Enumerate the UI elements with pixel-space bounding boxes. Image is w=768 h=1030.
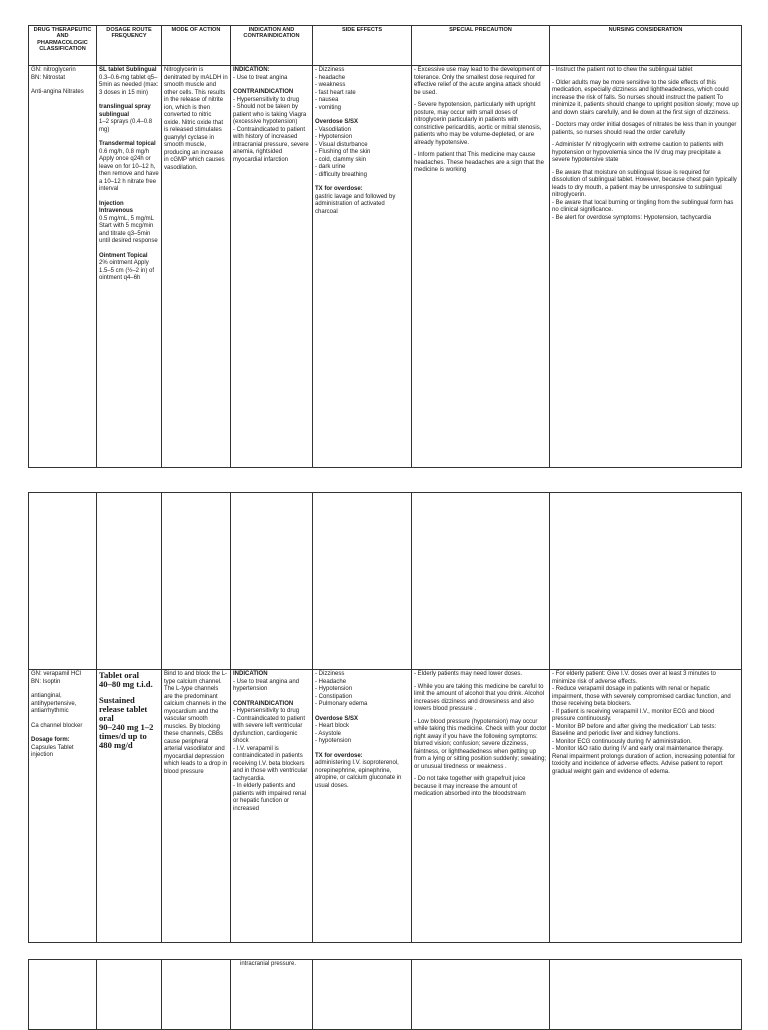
- list-item: - cold, clammy skin: [315, 157, 409, 165]
- overdose-treatment-title: TX for overdose:: [315, 752, 363, 759]
- list-item: - Be aware that moisture on sublingual tissue is required for dissolution of sublingual tablet. However, because chest pain typically leads to dry mouth, a patient may be unresponsive to sublingual nitroglycerin.: [552, 170, 739, 200]
- dosage-tablet-title: Tablet oral: [99, 670, 140, 680]
- header-dosage: DOSAGE ROUTE FREQUENCY: [97, 26, 162, 66]
- drug-classification: antianginal, antihypertensive, antiarrhythmic: [31, 693, 77, 714]
- list-item: - Use to treat angina: [233, 75, 310, 83]
- drug-cell: [29, 670, 97, 943]
- drug-table-continuation: [28, 959, 742, 1030]
- mode-of-action-cell: Bind to and block the L-type calcium channel. The L-type channels are the predominant calcium channels in the myocardium and the vascular smooth muscles. By blocking these channels, CBBs cause peripheral arterial vasodilator and myocardial depression which leads to a drop in blood pressure: [162, 670, 231, 943]
- list-item: - Vasodilation: [315, 127, 409, 135]
- list-item: - Elderly patients may need lower doses.: [414, 671, 547, 679]
- overdose-treatment-text: administering I.V. isoproterenol, norepinephrine, epinephrine, atropine, or calcium gluconate in usual doses.: [315, 760, 402, 789]
- header-indication: INDICATION AND CONTRAINDICATION: [231, 26, 313, 66]
- list-item: - Contraindicated to patient with history of increased intracranial pressure, severe anemia, rightsided myocardial infarction: [233, 127, 310, 165]
- header-mode-of-action: MODE OF ACTION: [162, 26, 231, 66]
- dosage-ointment-text: 2% ointment Apply 1.5–5 cm (½–2 in) of ointment q4–6h: [99, 260, 155, 281]
- contraindication-title: CONTRAINDICATION: [233, 89, 294, 95]
- list-item: - Older adults may be more sensitive to the side effects of this medication, especially dizziness and lightheadedness, which could increase the risk of falls. So nurses should instruct the patient To minimize it, patients should change to upright position slowly; move up and down stairs carefully, and lie down at the first sign of dizziness.: [552, 80, 739, 118]
- list-item: - hypotension: [315, 738, 409, 746]
- table-row: [29, 960, 742, 1030]
- indication-cell: [231, 66, 313, 468]
- indication-title: INDICATION:: [233, 67, 270, 73]
- dosage-form-title: Dosage form:: [31, 737, 70, 743]
- list-item: - Low blood pressure (hypotension) may occur while taking this medicine. Check with your doctor right away if you have the following symptoms: blurred vision; confusion; severe dizziness, faintness, or lightheadedness when getting up from a lying or sitting position suddenly; sweating; or unusual tiredness or weakness .: [414, 719, 547, 772]
- list-item: - Reduce verapamil dosage in patients with renal or hepatic impairment, those with severely compromised cardiac function, and those receiving beta blockers.: [552, 686, 739, 709]
- list-item: - fast heart rate: [315, 90, 409, 98]
- list-item: - Hypotension: [315, 686, 409, 694]
- indication-cell: [231, 670, 313, 943]
- dosage-transdermal-text: 0.6 mg/h, 0.8 mg/h Apply once q24h or leave on for 10–12 h, then remove and have a 10–12 h nitrate free interval: [99, 148, 159, 192]
- list-item: - Monitor BP before and after giving the medication' Lab tests: Baseline and periodic liver and kidney functions.: [552, 724, 739, 739]
- list-item: - Monitor ECG continuously during IV administration.: [552, 739, 739, 747]
- brand-name: BN: Isoptin: [31, 678, 61, 685]
- list-item: - weakness: [315, 82, 409, 90]
- list-item: - difficulty breathing: [315, 172, 409, 180]
- dosage-sl-text: 0.3–0.6-mg tablet q5–5min as needed (max: 3 doses in 15 min): [99, 74, 159, 96]
- contraindication-title: CONTRAINDICATION: [233, 700, 294, 707]
- empty-cell: [412, 493, 550, 670]
- header-drug: DRUG THERAPEUTIC AND PHARMACOLOGIC CLASSIFICATION: [29, 26, 97, 66]
- list-item: - Dizziness: [315, 67, 409, 75]
- empty-cell: [313, 960, 412, 1030]
- header-side-effects: SIDE EFFECTS: [313, 26, 412, 66]
- special-precaution-cell: [412, 66, 550, 468]
- list-item: - Doctors may order initial dosages of nitrates be less than in younger patients, so nurses should read the order carefully: [552, 122, 739, 137]
- table-row: [29, 66, 742, 468]
- list-item: - Excessive use may lead to the development of tolerance. Only the smallest dose required for effective relief of the acute angina attack should be used.: [414, 67, 547, 97]
- contraindication-continued: intracranial pressure.: [240, 961, 297, 967]
- empty-cell: [313, 493, 412, 670]
- list-item: - Hypotension: [315, 134, 409, 142]
- list-item: - Administer IV nitroglycerin with extreme caution to patients with hypotension or hypovolemia since the IV drug may precipitate a severe hypotensive state: [552, 142, 739, 165]
- list-item: - I.V. verapamil is contraindicated in patients receiving I.V. beta blockers and in those with ventricular tachycardia.: [233, 746, 310, 784]
- overdose-treatment-text: gastric lavage and followed by administration of activated charcoal: [315, 193, 396, 215]
- table-row: [29, 670, 742, 943]
- dosage-sl-title: SL tablet Sublingual: [99, 67, 157, 73]
- list-item: - Flushing of the skin: [315, 149, 409, 157]
- overdose-treatment-title: TX for overdose:: [315, 186, 363, 192]
- empty-cell: [97, 960, 162, 1030]
- list-item: - Use to treat angina and hypertension: [233, 679, 310, 694]
- list-item: - Contraindicated to patient with severe left ventricular dysfunction, cardiogenic shock: [233, 716, 310, 746]
- overdose-title: Overdose S/SX: [315, 715, 359, 722]
- list-item: - Visual disturbance: [315, 142, 409, 150]
- list-item: - dark urine: [315, 164, 409, 172]
- list-item: - Heart block: [315, 723, 409, 731]
- dosage-cell: [97, 670, 162, 943]
- empty-cell: [550, 960, 742, 1030]
- list-item: - Asystole: [315, 731, 409, 739]
- list-item: - Inform patient that This medicine may cause headaches. These headaches are a sign that the medicine is working: [414, 152, 547, 175]
- list-item: - Monitor I&O ratio during IV and early oral maintenance therapy. Renal impairment prolongs duration of action, increasing potential for toxicity and incidence of adverse effects. Advise patient to report gradual weight gain and evidence of edema.: [552, 746, 739, 776]
- dosage-spray-text: 1–2 sprays (0.4–0.8 mg): [99, 119, 153, 133]
- blank-row: [29, 493, 742, 670]
- dosage-ointment-title: Ointment Topical: [99, 252, 148, 259]
- indication-title: INDICATION: [233, 671, 268, 677]
- overdose-title: Overdose S/SX: [315, 119, 359, 125]
- list-item: - While you are taking this medicine be careful to limit the amount of alcohol that you drink. Alcohol increases dizziness and drowsiness and also lowers blood pressure .: [414, 684, 547, 714]
- empty-cell: [29, 493, 97, 670]
- side-effects-cell: [313, 66, 412, 468]
- list-item: - Dizziness: [315, 671, 409, 679]
- list-item: - For elderly patient: Give I.V. doses over at least 3 minutes to minimize risk of adverse effects.: [552, 671, 739, 686]
- list-item: - Do not take together with grapefruit juice because it may increase the amount of medication absorbed into the bloodstream: [414, 776, 547, 799]
- list-item: - nausea: [315, 97, 409, 105]
- list-item: - Instruct the patient not to chew the sublingual tablet: [552, 67, 739, 75]
- brand-name: BN: Nitrostat: [31, 74, 66, 81]
- nursing-consideration-cell: [550, 66, 742, 468]
- list-item: - In elderly patients and patients with impaired renal or hepatic function or increased: [233, 783, 310, 813]
- indication-cell-continued: [231, 960, 313, 1030]
- list-item: - Should not be taken by patient who is taking Viagra (excessive hypotension): [233, 104, 310, 127]
- dosage-transdermal-title: Transdermal topical: [99, 141, 156, 147]
- empty-cell: [29, 960, 97, 1030]
- dosage-spray-title: translingual spray sublingual: [99, 104, 151, 118]
- list-item: - If patient is receiving verapamil I.V., monitor ECG and blood pressure continuously.: [552, 709, 739, 724]
- empty-cell: [550, 493, 742, 670]
- drug-classification: Anti-angina Nitrates: [31, 89, 84, 95]
- dosage-form-text: Capsules Tablet injection: [31, 744, 74, 758]
- drug-cell: [29, 66, 97, 468]
- list-item: - Pulmonary edema: [315, 701, 409, 709]
- dosage-tablet-text: 40–80 mg t.i.d.: [99, 679, 153, 690]
- header-row: [29, 26, 742, 66]
- empty-cell: [231, 493, 313, 670]
- list-item: - Be aware that local burning or tingling from the sublingual form has no clinical significance.: [552, 200, 739, 215]
- mode-of-action-cell: Nitroglycerin is denitrated by mALDH in smooth muscle and other cells. This results in the release of nitrite ion, which is then converted to nitric oxide. Nitric oxide that is released stimulates guanylyl cyclase in smooth muscle, producing an increase in cGMP which causes vasodilation.: [162, 66, 231, 468]
- empty-cell: [162, 960, 231, 1030]
- empty-cell: [412, 960, 550, 1030]
- dosage-sr-title: Sustained release tablet oral: [99, 695, 148, 724]
- list-item: - Severe hypotension, particularly with upright posture, may occur with small doses of nitroglycerin particularly in patients with constrictive pericarditis, aortic or mitral stenosis, patients who may be volume-depleted, or are already hypotensive.: [414, 102, 547, 147]
- empty-cell: [97, 493, 162, 670]
- header-special-precaution: SPECIAL PRECAUTION: [412, 26, 550, 66]
- list-item: - headache: [315, 75, 409, 83]
- dosage-injection-title: Injection Intravenous: [99, 200, 134, 214]
- nursing-consideration-cell: [550, 670, 742, 943]
- drug-table-nitroglycerin: [28, 25, 742, 468]
- list-item: - Constipation: [315, 694, 409, 702]
- generic-name: GN: nitroglycerin: [31, 67, 76, 73]
- empty-cell: [162, 493, 231, 670]
- generic-name: GN: verapamil HCl: [31, 671, 82, 677]
- list-item: - Hypersensitivity to drug: [233, 97, 310, 105]
- list-item: - Be alert for overdose symptoms: Hypotension, tachycardia: [552, 215, 739, 223]
- dosage-sr-text: 90–240 mg 1–2 times/d up to 480 mg/d: [99, 722, 154, 751]
- list-item: - Hypersensitivity to drug: [233, 708, 310, 716]
- side-effects-cell: [313, 670, 412, 943]
- dosage-cell: [97, 66, 162, 468]
- header-nursing-consideration: NURSING CONSIDERATION: [550, 26, 742, 66]
- special-precaution-cell: [412, 670, 550, 943]
- list-item: - vomiting: [315, 105, 409, 113]
- list-item: - Headache: [315, 679, 409, 687]
- dosage-injection-text: 0.5 mg/mL, 5 mg/mL Start with 5 mcg/min and titrate q3–5min until desired response: [99, 215, 158, 244]
- drug-class-secondary: Ca channel blocker: [31, 722, 83, 729]
- drug-table-verapamil: [28, 492, 742, 943]
